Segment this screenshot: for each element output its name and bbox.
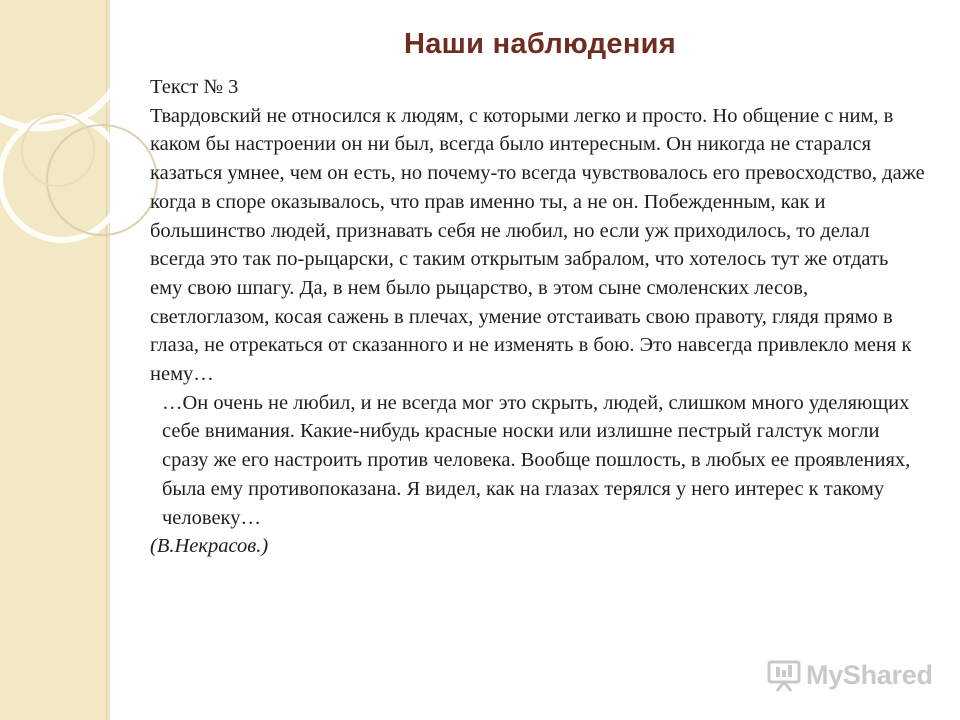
text-label: Текст № 3: [150, 76, 239, 98]
text-block: [150, 73, 925, 561]
decor-circle-middle: [0, 116, 124, 240]
watermark-logo: [766, 654, 933, 696]
presentation-board-icon: [766, 657, 802, 693]
slide-title: Наши наблюдения: [403, 28, 677, 60]
paragraph-1: Твардовский не относился к людям, с которыми легко и просто. Но общение с ним, в каком бы настроении он ни был, всегда было интересным. Он никогда не старался казаться умнее, чем он есть, но почему-то всегда чувствовалось его превосходство, даже когда в споре оказывалось, что прав именно ты, а не он. Побежденным, как и большинство людей, признавать себя не любил, но если уж приходилось, то делал всегда это так по-рыцарски, с таким открытым забралом, что хотелось тут же отдать ему свою шпагу. Да, в нем было рыцарство, в этом сыне смоленских лесов, светлоглазом, косая сажень в плечах, умение отстаивать свою правоту, глядя прямо в глаза, не отрекаться от сказанного и не изменять в бою. Это навсегда привлекло меня к нему…: [150, 104, 925, 386]
decor-circle-large: [0, 0, 128, 128]
author-signature: (В.Некрасов.): [150, 535, 269, 558]
watermark-text: MyShared: [806, 659, 933, 690]
paragraph-2: …Он очень не любил, и не всегда мог это скрыть, людей, слишком много уделяющих себе внимания. Какие-нибудь красные носки или излишне пестрый галстук могли сразу же его настроить против человека. Вообще пошлость, в любых ее проявлениях, была ему противопоказана. Я видел, как на глазах терялся у него интерес к такому человеку…: [162, 391, 911, 529]
decor-circle-outline: [47, 125, 157, 235]
